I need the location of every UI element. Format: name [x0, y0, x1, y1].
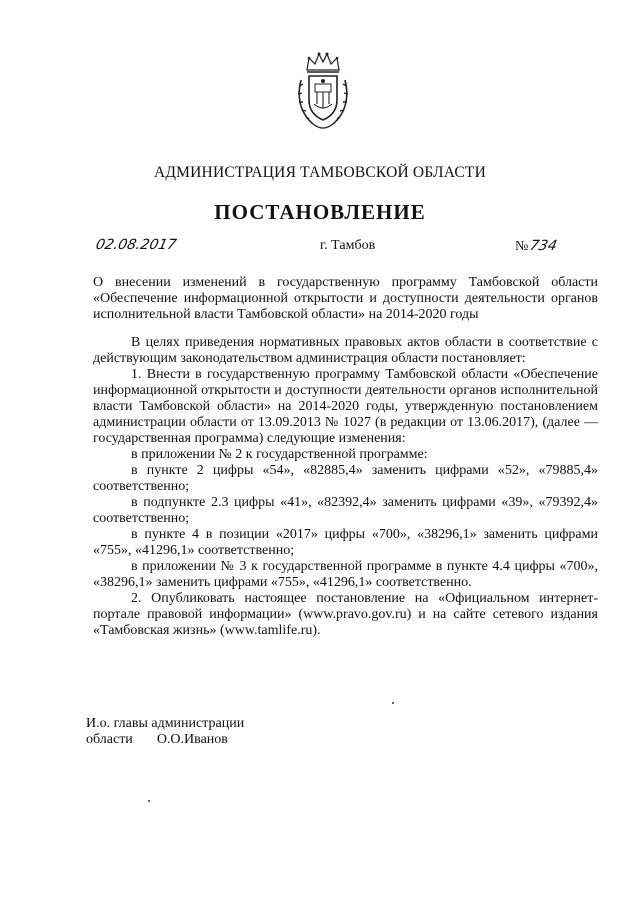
- paragraph-item-2: 2. Опубликовать настоящее постановление на «Официальном интернет-портале правовой информации» (www.pravo.gov.ru) и на сайте сетевого издания «Тамбовская жизнь» (www.tamlife.ru).: [93, 591, 598, 638]
- signatory-name: О.О.Иванов: [156, 732, 228, 747]
- agency-name: АДМИНИСТРАЦИЯ ТАМБОВСКОЙ ОБЛАСТИ: [154, 164, 486, 181]
- signatory-position: И.о. главы администрации: [86, 716, 245, 731]
- paragraph-appendix-3: в приложении № 3 к государственной программе в пункте 4.4 цифры «700», «38296,1» заменить цифрами «755», «41296,1» соответственно.: [93, 559, 598, 590]
- document-number: [515, 238, 557, 255]
- signatory-region: области: [86, 732, 133, 747]
- paragraph-appendix-2: в приложении № 2 к государственной программе:: [131, 447, 428, 462]
- paragraph-point-4: в пункте 4 в позиции «2017» цифры «700», «38296,1» заменить цифрами «755», «41296,1» соответственно;: [93, 527, 598, 558]
- document-city: г. Тамбов: [320, 238, 376, 253]
- number-sign: №: [515, 239, 529, 254]
- document-title: ПОСТАНОВЛЕНИЕ: [214, 200, 426, 224]
- scan-speck: [392, 702, 394, 704]
- document-subject: О внесении изменений в государственную программу Тамбовской области «Обеспечение информационной открытости и доступности деятельности органов исполнительной власти Тамбовской области» на 2014-2020 годы: [93, 275, 598, 322]
- document-body: [93, 335, 598, 639]
- scan-speck: [148, 800, 150, 802]
- handwritten-number: 734: [528, 238, 559, 254]
- paragraph-point-2: в пункте 2 цифры «54», «82885,4» заменить цифрами «52», «79885,4» соответственно;: [93, 463, 598, 494]
- document-date: [96, 236, 176, 254]
- signatory-line-2: [86, 732, 244, 748]
- paragraph-preamble: В целях приведения нормативных правовых актов области в соответствие с действующим законодательством администрация области постановляет:: [93, 335, 598, 366]
- handwritten-date: 02.08.2017: [94, 237, 178, 253]
- paragraph-subpoint-2-3: в подпункте 2.3 цифры «41», «82392,4» заменить цифрами «39», «79392,4» соответственно;: [93, 495, 598, 526]
- coat-of-arms-icon: [293, 50, 353, 134]
- signature-block: [86, 716, 244, 748]
- paragraph-item-1: 1. Внести в государственную программу Тамбовской области «Обеспечение информационной открытости и доступности деятельности органов исполнительной власти Тамбовской области» на 2014-2020 годы, утвержденную постановлением администрации области от 13.09.2013 № 1027 (в редакции от 13.06.2017), (далее — государственная программа) следующие изменения:: [93, 367, 598, 446]
